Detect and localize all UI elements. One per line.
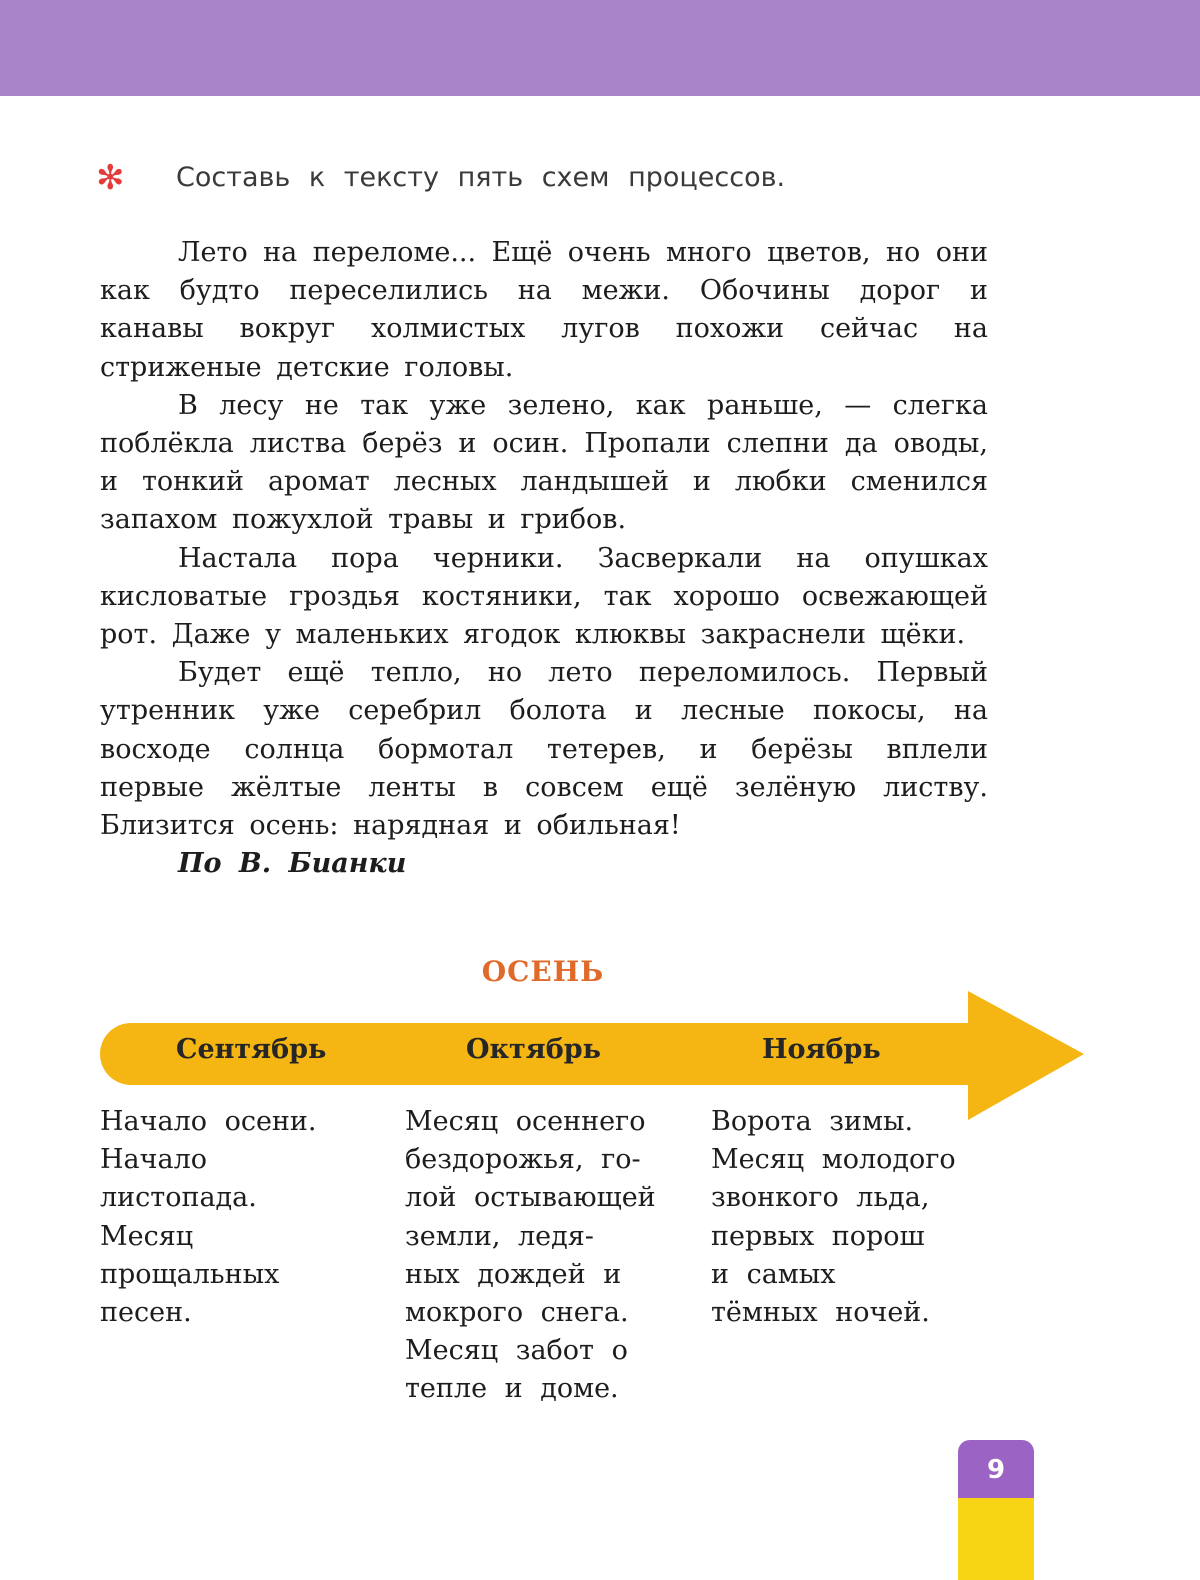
story-paragraph-4: Будет ещё тепло, но лето переломилось. Первый утренник уже серебрил болота и лесные покосы, на восходе солнца бормотал тетерев, и берёзы вплели первые жёлтые ленты в совсем ещё зелёную листву. Близится осень: нарядная и обильная! [100,657,988,842]
month-label-september: Сентябрь [176,1034,327,1065]
page-number: 9 [958,1440,1034,1498]
month-description-october: Месяц осеннего бездорожья, го- лой остывающей земли, ледя- ных дождей и мокрого снега. Месяц забот о тепле и доме. [405,1106,656,1405]
story-author: По В. Бианки [178,848,407,880]
month-label-october: Октябрь [466,1034,601,1065]
page-tab-lower [958,1498,1034,1580]
month-description-november: Ворота зимы. Месяц молодого звонкого льда, первых порош и самых тёмных ночей. [711,1106,956,1329]
story-paragraph-1: Лето на переломе... Ещё очень много цветов, но они как будто переселились на межи. Обочины дорог и канавы вокруг холмистых лугов похожи сейчас на стриженые детские головы. [100,237,988,383]
page-number-tab [958,1440,1034,1580]
story-paragraph-3: Настала пора черники. Засверкали на опушках кисловатые гроздья костяники, так хорошо освежающей рот. Даже у маленьких ягодок клюквы закраснели щёки. [100,542,988,651]
story-paragraph-2: В лесу не так уже зелено, как раньше, — слегка поблёкла листва берёз и осин. Пропали слепни да оводы, и тонкий аромат лесных ландышей и любки сменился запахом пожухлой травы и грибов. [100,389,988,536]
season-title: ОСЕНЬ [481,955,605,988]
month-label-november: Ноябрь [762,1034,881,1065]
month-description-september: Начало осени. Начало листопада. Месяц прощальных песен. [100,1106,317,1329]
asterisk-icon: ✻ [96,158,125,198]
task-text: Составь к тексту пять схем процессов. [176,162,786,193]
